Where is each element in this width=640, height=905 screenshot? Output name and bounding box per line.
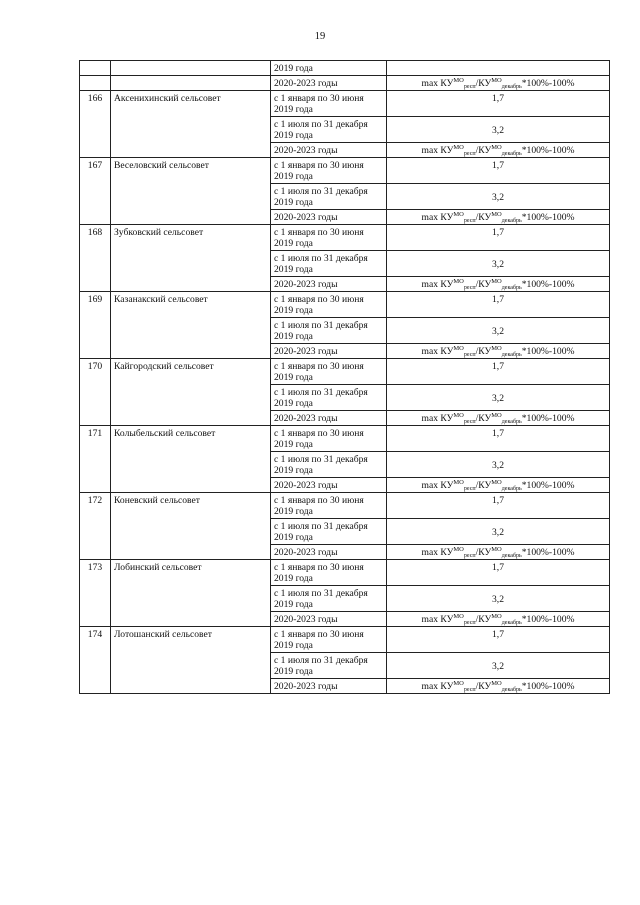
table-row xyxy=(80,76,610,91)
table-row xyxy=(80,91,610,117)
formula-prefix: max КУ xyxy=(421,480,454,491)
value-cell: 3,2 xyxy=(387,385,610,411)
table-row xyxy=(80,225,610,251)
formula-prefix: max КУ xyxy=(421,212,454,223)
value-cell: 1,7 xyxy=(387,91,610,117)
formula-sub: респ xyxy=(463,419,476,425)
table-row xyxy=(80,359,610,385)
formula-sub: респ xyxy=(463,151,476,157)
value-cell: 1,7 xyxy=(387,493,610,519)
value-cell: 3,2 xyxy=(387,519,610,545)
formula-sub: декабрь xyxy=(501,419,522,425)
formula-sup: МО xyxy=(491,211,502,218)
formula-sup: МО xyxy=(491,613,502,620)
value-cell: 1,7 xyxy=(387,627,610,653)
formula-cell xyxy=(387,143,610,158)
formula-sub: декабрь xyxy=(501,687,522,693)
period-cell: 2020-2023 годы xyxy=(271,679,387,694)
table-row xyxy=(80,493,610,519)
formula-prefix: max КУ xyxy=(421,614,454,625)
row-number-cell: 169 xyxy=(80,292,111,359)
formula-sup: МО xyxy=(453,345,464,352)
period-cell: 2020-2023 годы xyxy=(271,277,387,292)
formula-mid: /КУ xyxy=(475,547,492,558)
formula-sup: МО xyxy=(453,77,464,84)
formula-sub: респ xyxy=(463,486,476,492)
formula-suffix: *100%-100% xyxy=(521,346,575,357)
formula-prefix: max КУ xyxy=(421,279,454,290)
period-cell: 2020-2023 годы xyxy=(271,143,387,158)
settlement-name-cell: Веселовский сельсовет xyxy=(111,158,271,225)
formula-sup: МО xyxy=(453,211,464,218)
formula-sup: МО xyxy=(491,479,502,486)
formula-cell xyxy=(387,277,610,292)
row-number-cell: 172 xyxy=(80,493,111,560)
formula-mid: /КУ xyxy=(475,78,492,89)
value-cell: 3,2 xyxy=(387,184,610,210)
settlement-name-cell: Лотошанский сельсовет xyxy=(111,627,271,694)
period-cell: с 1 января по 30 июня 2019 года xyxy=(271,493,387,519)
period-cell: с 1 июля по 31 декабря 2019 года xyxy=(271,251,387,277)
value-cell: 1,7 xyxy=(387,225,610,251)
settlement-name-cell: Аксенихинский сельсовет xyxy=(111,91,271,158)
value-cell: 3,2 xyxy=(387,318,610,344)
formula-suffix: *100%-100% xyxy=(521,681,575,692)
settlement-name-cell xyxy=(111,76,271,91)
settlement-name-cell: Казанакский сельсовет xyxy=(111,292,271,359)
formula-suffix: *100%-100% xyxy=(521,212,575,223)
row-number-cell xyxy=(80,76,111,91)
formula-suffix: *100%-100% xyxy=(521,279,575,290)
period-cell: с 1 января по 30 июня 2019 года xyxy=(271,627,387,653)
formula-mid: /КУ xyxy=(475,413,492,424)
row-number-cell: 171 xyxy=(80,426,111,493)
formula-sup: МО xyxy=(491,77,502,84)
formula-sub: декабрь xyxy=(501,553,522,559)
formula-sub: респ xyxy=(463,553,476,559)
formula-prefix: max КУ xyxy=(421,547,454,558)
formula-suffix: *100%-100% xyxy=(521,547,575,558)
period-cell: с 1 июля по 31 декабря 2019 года xyxy=(271,586,387,612)
formula-prefix: max КУ xyxy=(421,145,454,156)
formula-sub: декабрь xyxy=(501,620,522,626)
formula-cell xyxy=(387,679,610,694)
period-cell: с 1 января по 30 июня 2019 года xyxy=(271,91,387,117)
formula-sup: МО xyxy=(491,345,502,352)
table-row xyxy=(80,627,610,653)
period-cell: с 1 января по 30 июня 2019 года xyxy=(271,426,387,452)
settlement-name-cell xyxy=(111,61,271,76)
formula-mid: /КУ xyxy=(475,145,492,156)
value-cell: 1,7 xyxy=(387,158,610,184)
period-cell: с 1 января по 30 июня 2019 года xyxy=(271,359,387,385)
formula-cell xyxy=(387,210,610,225)
period-cell: с 1 июля по 31 декабря 2019 года xyxy=(271,184,387,210)
formula-sup: МО xyxy=(491,144,502,151)
period-cell: с 1 июля по 31 декабря 2019 года xyxy=(271,117,387,143)
period-cell: 2020-2023 годы xyxy=(271,545,387,560)
value-cell: 1,7 xyxy=(387,359,610,385)
period-cell: с 1 июля по 31 декабря 2019 года xyxy=(271,519,387,545)
period-cell: 2020-2023 годы xyxy=(271,612,387,627)
period-cell: 2020-2023 годы xyxy=(271,411,387,426)
settlement-table xyxy=(79,60,610,694)
formula-sup: МО xyxy=(491,546,502,553)
formula-sup: МО xyxy=(453,412,464,419)
value-cell: 1,7 xyxy=(387,292,610,318)
formula-prefix: max КУ xyxy=(421,78,454,89)
formula-sup: МО xyxy=(453,479,464,486)
row-number-cell: 173 xyxy=(80,560,111,627)
period-cell: с 1 июля по 31 декабря 2019 года xyxy=(271,452,387,478)
page-number: 19 xyxy=(314,31,326,42)
formula-sup: МО xyxy=(453,613,464,620)
row-number-cell: 170 xyxy=(80,359,111,426)
formula-suffix: *100%-100% xyxy=(521,614,575,625)
value-cell: 3,2 xyxy=(387,653,610,679)
formula-sup: МО xyxy=(491,680,502,687)
period-cell: 2020-2023 годы xyxy=(271,210,387,225)
table-row xyxy=(80,292,610,318)
settlement-name-cell: Лобинский сельсовет xyxy=(111,560,271,627)
formula-mid: /КУ xyxy=(475,279,492,290)
value-cell: 1,7 xyxy=(387,560,610,586)
formula-sub: декабрь xyxy=(501,285,522,291)
period-cell: 2020-2023 годы xyxy=(271,478,387,493)
formula-sup: МО xyxy=(491,278,502,285)
table-row xyxy=(80,560,610,586)
formula-cell xyxy=(387,344,610,359)
period-cell: с 1 июля по 31 декабря 2019 года xyxy=(271,318,387,344)
period-cell: 2020-2023 годы xyxy=(271,344,387,359)
row-number-cell: 166 xyxy=(80,91,111,158)
formula-sub: декабрь xyxy=(501,151,522,157)
period-cell: 2019 года xyxy=(271,61,387,76)
settlement-name-cell: Коневский сельсовет xyxy=(111,493,271,560)
table-row xyxy=(80,426,610,452)
formula-sup: МО xyxy=(453,144,464,151)
period-cell: 2020-2023 годы xyxy=(271,76,387,91)
formula-sub: декабрь xyxy=(501,84,522,90)
formula-cell xyxy=(387,612,610,627)
table-row xyxy=(80,158,610,184)
value-cell: 3,2 xyxy=(387,117,610,143)
formula-prefix: max КУ xyxy=(421,413,454,424)
row-number-cell: 174 xyxy=(80,627,111,694)
formula-sup: МО xyxy=(491,412,502,419)
formula-cell xyxy=(387,545,610,560)
period-cell: с 1 января по 30 июня 2019 года xyxy=(271,225,387,251)
formula-mid: /КУ xyxy=(475,346,492,357)
value-cell: 3,2 xyxy=(387,452,610,478)
period-cell: с 1 января по 30 июня 2019 года xyxy=(271,560,387,586)
formula-sub: респ xyxy=(463,84,476,90)
formula-mid: /КУ xyxy=(475,480,492,491)
settlement-name-cell: Кайгородский сельсовет xyxy=(111,359,271,426)
table-row xyxy=(80,61,610,76)
settlement-name-cell: Колыбельский сельсовет xyxy=(111,426,271,493)
period-cell: с 1 января по 30 июня 2019 года xyxy=(271,158,387,184)
formula-sup: МО xyxy=(453,278,464,285)
period-cell: с 1 июля по 31 декабря 2019 года xyxy=(271,385,387,411)
formula-prefix: max КУ xyxy=(421,346,454,357)
value-cell: 3,2 xyxy=(387,586,610,612)
formula-cell xyxy=(387,76,610,91)
formula-mid: /КУ xyxy=(475,212,492,223)
formula-sub: декабрь xyxy=(501,218,522,224)
formula-suffix: *100%-100% xyxy=(521,145,575,156)
formula-cell xyxy=(387,478,610,493)
formula-mid: /КУ xyxy=(475,614,492,625)
formula-prefix: max КУ xyxy=(421,681,454,692)
formula-sub: декабрь xyxy=(501,486,522,492)
value-cell: 1,7 xyxy=(387,426,610,452)
value-cell: 3,2 xyxy=(387,251,610,277)
formula-sub: респ xyxy=(463,687,476,693)
formula-sub: декабрь xyxy=(501,352,522,358)
formula-suffix: *100%-100% xyxy=(521,78,575,89)
row-number-cell xyxy=(80,61,111,76)
formula-cell xyxy=(387,411,610,426)
row-number-cell: 167 xyxy=(80,158,111,225)
formula-sup: МО xyxy=(453,680,464,687)
period-cell: с 1 июля по 31 декабря 2019 года xyxy=(271,653,387,679)
formula-sub: респ xyxy=(463,285,476,291)
formula-mid: /КУ xyxy=(475,681,492,692)
value-cell xyxy=(387,61,610,76)
formula-suffix: *100%-100% xyxy=(521,480,575,491)
formula-sub: респ xyxy=(463,218,476,224)
formula-sub: респ xyxy=(463,620,476,626)
period-cell: с 1 января по 30 июня 2019 года xyxy=(271,292,387,318)
row-number-cell: 168 xyxy=(80,225,111,292)
settlement-name-cell: Зубковский сельсовет xyxy=(111,225,271,292)
formula-sup: МО xyxy=(453,546,464,553)
formula-sub: респ xyxy=(463,352,476,358)
formula-suffix: *100%-100% xyxy=(521,413,575,424)
